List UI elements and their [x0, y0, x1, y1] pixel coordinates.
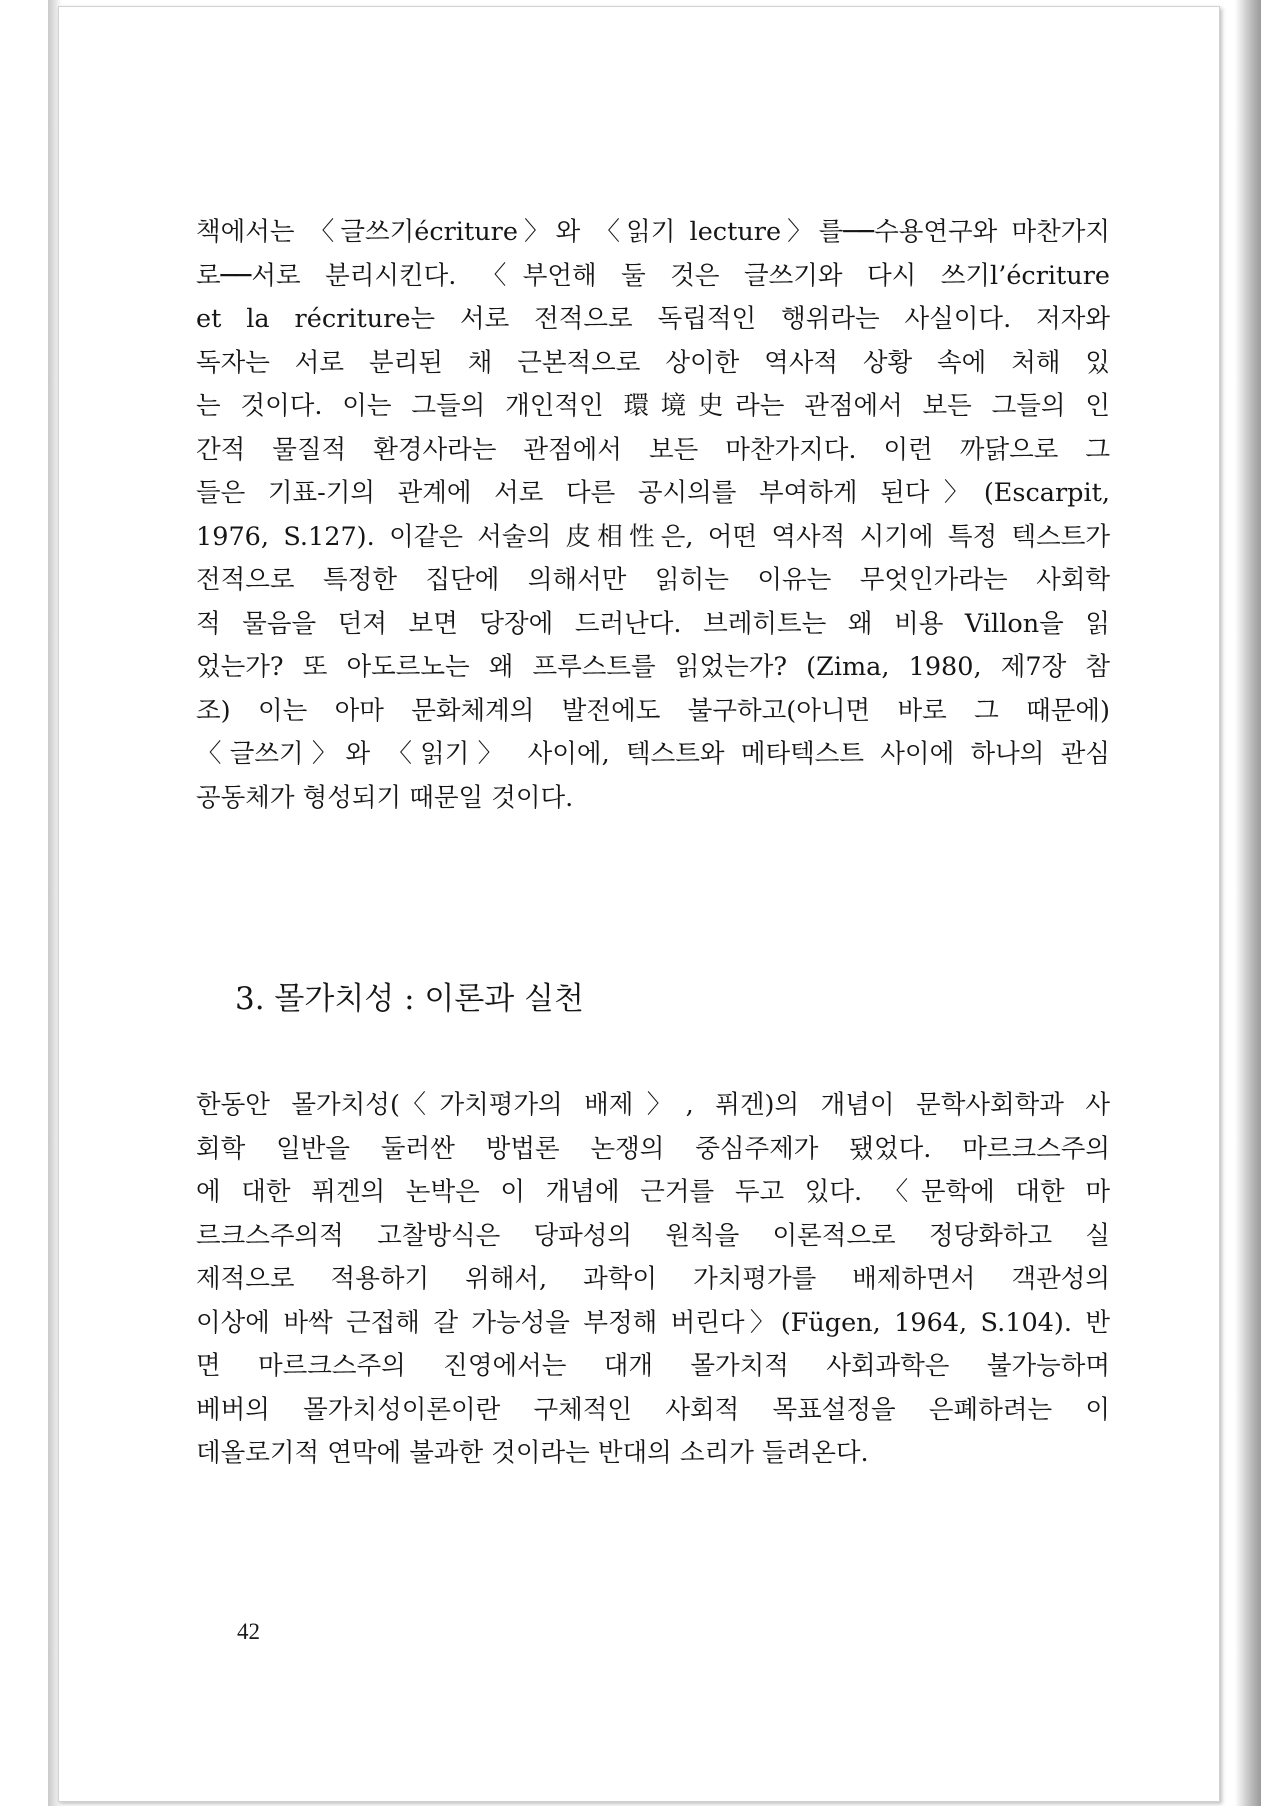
paragraph-line: 전적으로 특정한 집단에 의해서만 읽히는 이유는 무엇인가라는 사회학: [196, 565, 1110, 595]
paragraph-line: 었는가? 또 아도르노는 왜 프루스트를 읽었는가? (Zima, 1980, 제7장 참: [196, 652, 1110, 682]
page-number: 42: [237, 1619, 260, 1644]
section-heading: 3. 몰가치성 : 이론과 실천: [235, 981, 584, 1017]
paragraph-line: 제적으로 적용하기 위해서, 과학이 가치평가를 배제하면서 객관성의: [196, 1264, 1110, 1294]
paragraph-line: 간적 물질적 환경사라는 관점에서 보든 마찬가지다. 이런 까닭으로 그: [196, 434, 1110, 465]
paragraph-line: 이상에 바싹 근접해 갈 가능성을 부정해 버린다〉(Fügen, 1964, S.104). 반: [196, 1307, 1110, 1338]
paragraph-line: 르크스주의적 고찰방식은 당파성의 원칙을 이론적으로 정당화하고 실: [196, 1220, 1110, 1251]
paragraph-line: 1976, S.127). 이같은 서술의 皮相性은, 어떤 역사적 시기에 특정 텍스트가: [196, 521, 1110, 552]
body-paragraph-2: [196, 1084, 1110, 1476]
paragraph-line: 회학 일반을 둘러싼 방법론 논쟁의 중심주제가 됐었다. 마르크스주의: [196, 1133, 1110, 1164]
paragraph-line: 적 물음을 던져 보면 당장에 드러난다. 브레히트는 왜 비용 Villon을 읽: [196, 608, 1110, 639]
paragraph-line: 독자는 서로 분리된 채 근본적으로 상이한 역사적 상황 속에 처해 있: [196, 347, 1110, 378]
body-paragraph-1: [196, 211, 1110, 820]
paragraph-line: 조) 이는 아마 문화체계의 발전에도 불구하고(아니면 바로 그 때문에): [196, 695, 1110, 726]
paragraph-line: 들은 기표-기의 관계에 서로 다른 공시의를 부여하게 된다〉(Escarpit,: [196, 478, 1110, 508]
paragraph-line: 공동체가 형성되기 때문일 것이다.: [196, 782, 574, 813]
book-page: [58, 6, 1220, 1802]
paragraph-line: 데올로기적 연막에 불과한 것이라는 반대의 소리가 들려온다.: [196, 1438, 869, 1468]
paragraph-line: et la récriture는 서로 전적으로 독립적인 행위라는 사실이다. 저자와: [196, 304, 1110, 334]
paragraph-line: 〈글쓰기〉와 〈읽기〉 사이에, 텍스트와 메타텍스트 사이에 하나의 관심: [196, 739, 1110, 769]
page-edge-shadow: [1235, 0, 1261, 1806]
paragraph-line: 는 것이다. 이는 그들의 개인적인 環境史라는 관점에서 보든 그들의 인: [196, 391, 1110, 421]
paragraph-line: 책에서는 〈글쓰기écriture〉와 〈읽기 lecture〉를──수용연구와 마찬가지: [196, 217, 1110, 247]
paragraph-line: 로──서로 분리시킨다. 〈부언해 둘 것은 글쓰기와 다시 쓰기l’écriture: [196, 260, 1110, 291]
paragraph-line: 한동안 몰가치성(〈가치평가의 배제〉, 퓌겐)의 개념이 문학사회학과 사: [196, 1090, 1110, 1120]
paragraph-line: 면 마르크스주의 진영에서는 대개 몰가치적 사회과학은 불가능하며: [196, 1351, 1110, 1381]
paragraph-line: 베버의 몰가치성이론이란 구체적인 사회적 목표설정을 은폐하려는 이: [196, 1394, 1110, 1425]
paragraph-line: 에 대한 퓌겐의 논박은 이 개념에 근거를 두고 있다. 〈문학에 대한 마: [196, 1177, 1110, 1207]
